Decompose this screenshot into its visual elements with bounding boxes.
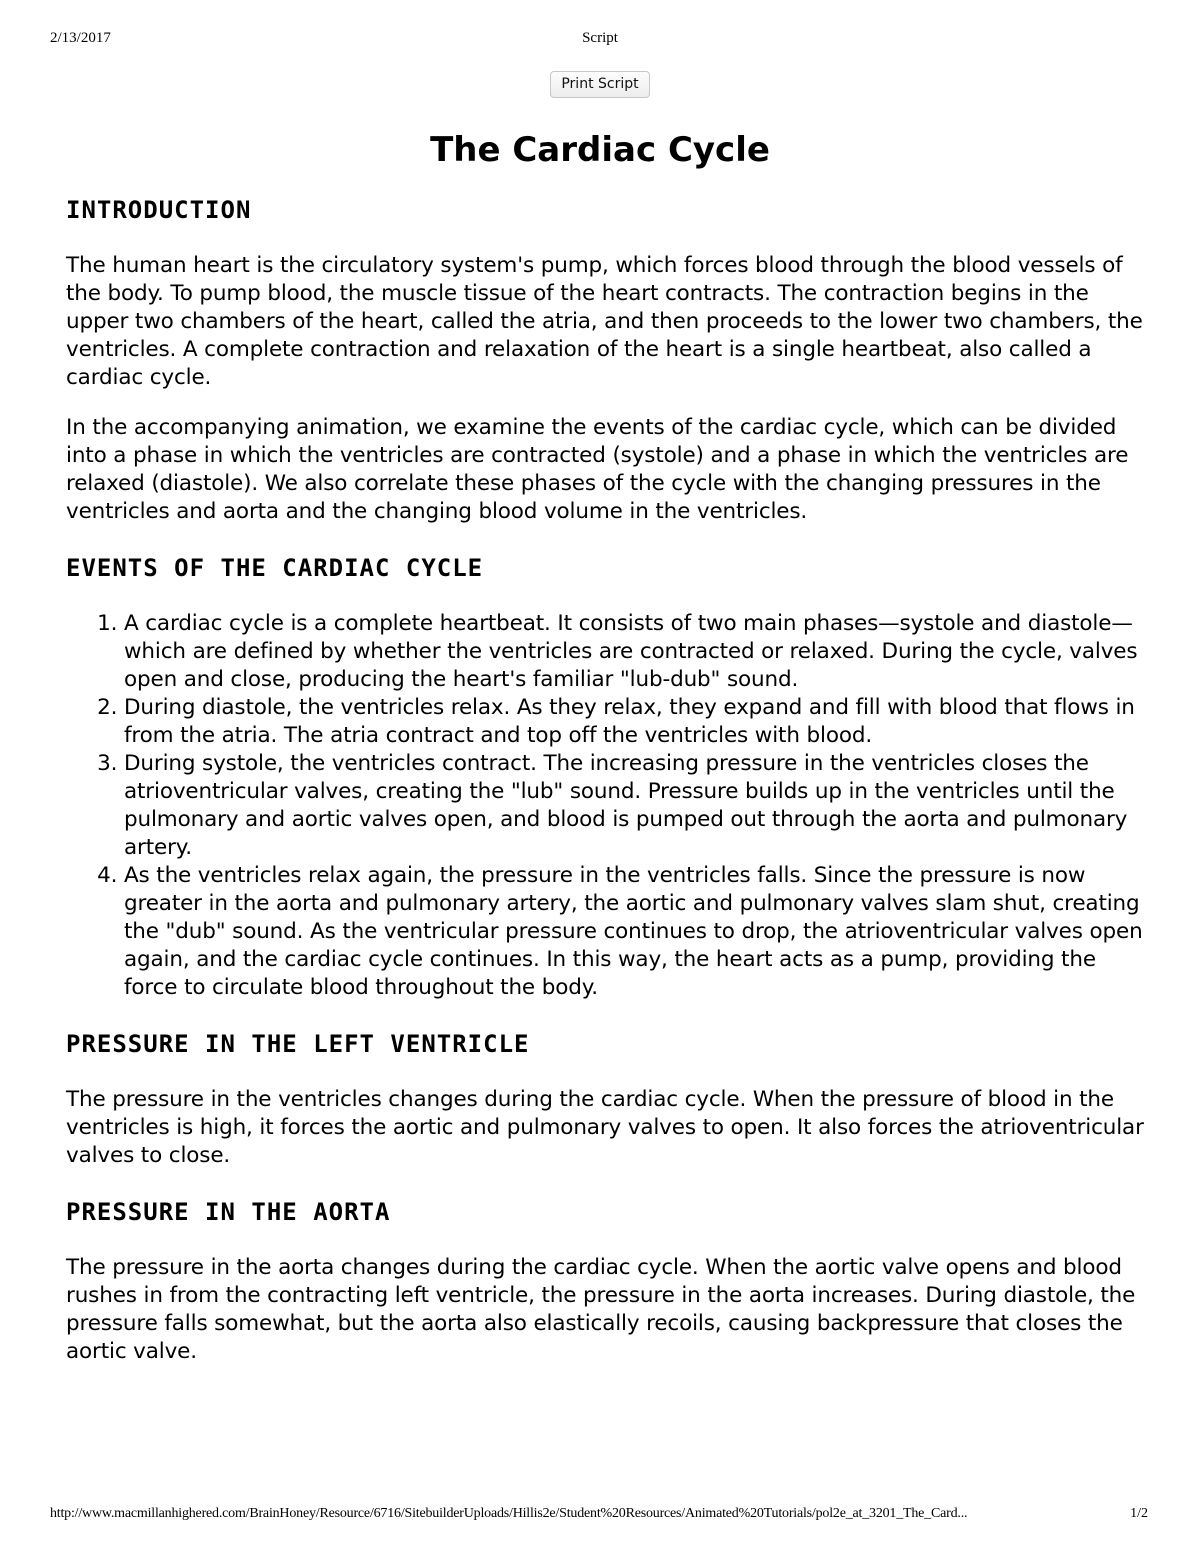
source-url: http://www.macmillanhighered.com/BrainHoney/Resource/6716/SitebuilderUploads/Hillis2e/Student%20Resources/Animated%20Tutorials/pol2e_at_3201_The_Card... [50,1506,968,1521]
events-heading: EVENTS OF THE CARDIAC CYCLE [66,554,484,582]
document-content [66,128,1146,1366]
print-header-title: Script [582,30,618,46]
list-item: 2. During diastole, the ventricles relax. As they relax, they expand and fill with blood that flows in from the atria. The atria contract and top off the ventricles with blood. [124,694,1146,750]
list-item: 4. As the ventricles relax again, the pressure in the ventricles falls. Since the pressure is now greater in the aorta and pulmonary artery, the aortic and pulmonary valves slam shut, creating the "dub" sound. As the ventricular pressure continues to drop, the atrioventricular valves open again, and the cardiac cycle continues. In this way, the heart acts as a pump, providing the force to circulate blood throughout the body. [124,862,1146,1002]
list-item: 3. During systole, the ventricles contract. The increasing pressure in the ventricles closes the atrioventricular valves, creating the "lub" sound. Pressure builds up in the ventricles until the pulmonary and aortic valves open, and blood is pumped out through the aorta and pulmonary artery. [124,750,1146,862]
print-footer [0,1506,1200,1526]
print-header [0,30,1200,50]
page-title: The Cardiac Cycle [430,130,770,170]
events-list [66,610,1146,1002]
left-ventricle-paragraph: The pressure in the ventricles changes during the cardiac cycle. When the pressure of blood in the ventricles is high, it forces the aortic and pulmonary valves to open. It also forces the atrioventricular valves to close. [66,1087,1144,1168]
page-number: 1/2 [1130,1506,1148,1521]
aorta-paragraph: The pressure in the aorta changes during the cardiac cycle. When the aortic valve opens and blood rushes in from the contracting left ventricle, the pressure in the aorta increases. During diastole, the pressure falls somewhat, but the aorta also elastically recoils, causing backpressure that closes the aortic valve. [66,1255,1136,1364]
aorta-heading: PRESSURE IN THE AORTA [66,1198,391,1226]
introduction-heading: INTRODUCTION [66,196,252,224]
left-ventricle-heading: PRESSURE IN THE LEFT VENTRICLE [66,1030,530,1058]
print-button-container [0,71,1200,98]
introduction-paragraph-1: The human heart is the circulatory system's pump, which forces blood through the blood vessels of the body. To pump blood, the muscle tissue of the heart contracts. The contraction begins in the upper two chambers of the heart, called the atria, and then proceeds to the lower two chambers, the ventricles. A complete contraction and relaxation of the heart is a single heartbeat, also called a cardiac cycle. [66,253,1143,390]
print-script-button[interactable]: Print Script [550,71,649,98]
print-date: 2/13/2017 [50,30,111,46]
list-item: 1. A cardiac cycle is a complete heartbeat. It consists of two main phases—systole and diastole—which are defined by whether the ventricles are contracted or relaxed. During the cycle, valves open and close, producing the heart's familiar "lub-dub" sound. [124,610,1146,694]
introduction-paragraph-2: In the accompanying animation, we examine the events of the cardiac cycle, which can be divided into a phase in which the ventricles are contracted (systole) and a phase in which the ventricles are relaxed (diastole). We also correlate these phases of the cycle with the changing pressures in the ventricles and aorta and the changing blood volume in the ventricles. [66,415,1129,524]
